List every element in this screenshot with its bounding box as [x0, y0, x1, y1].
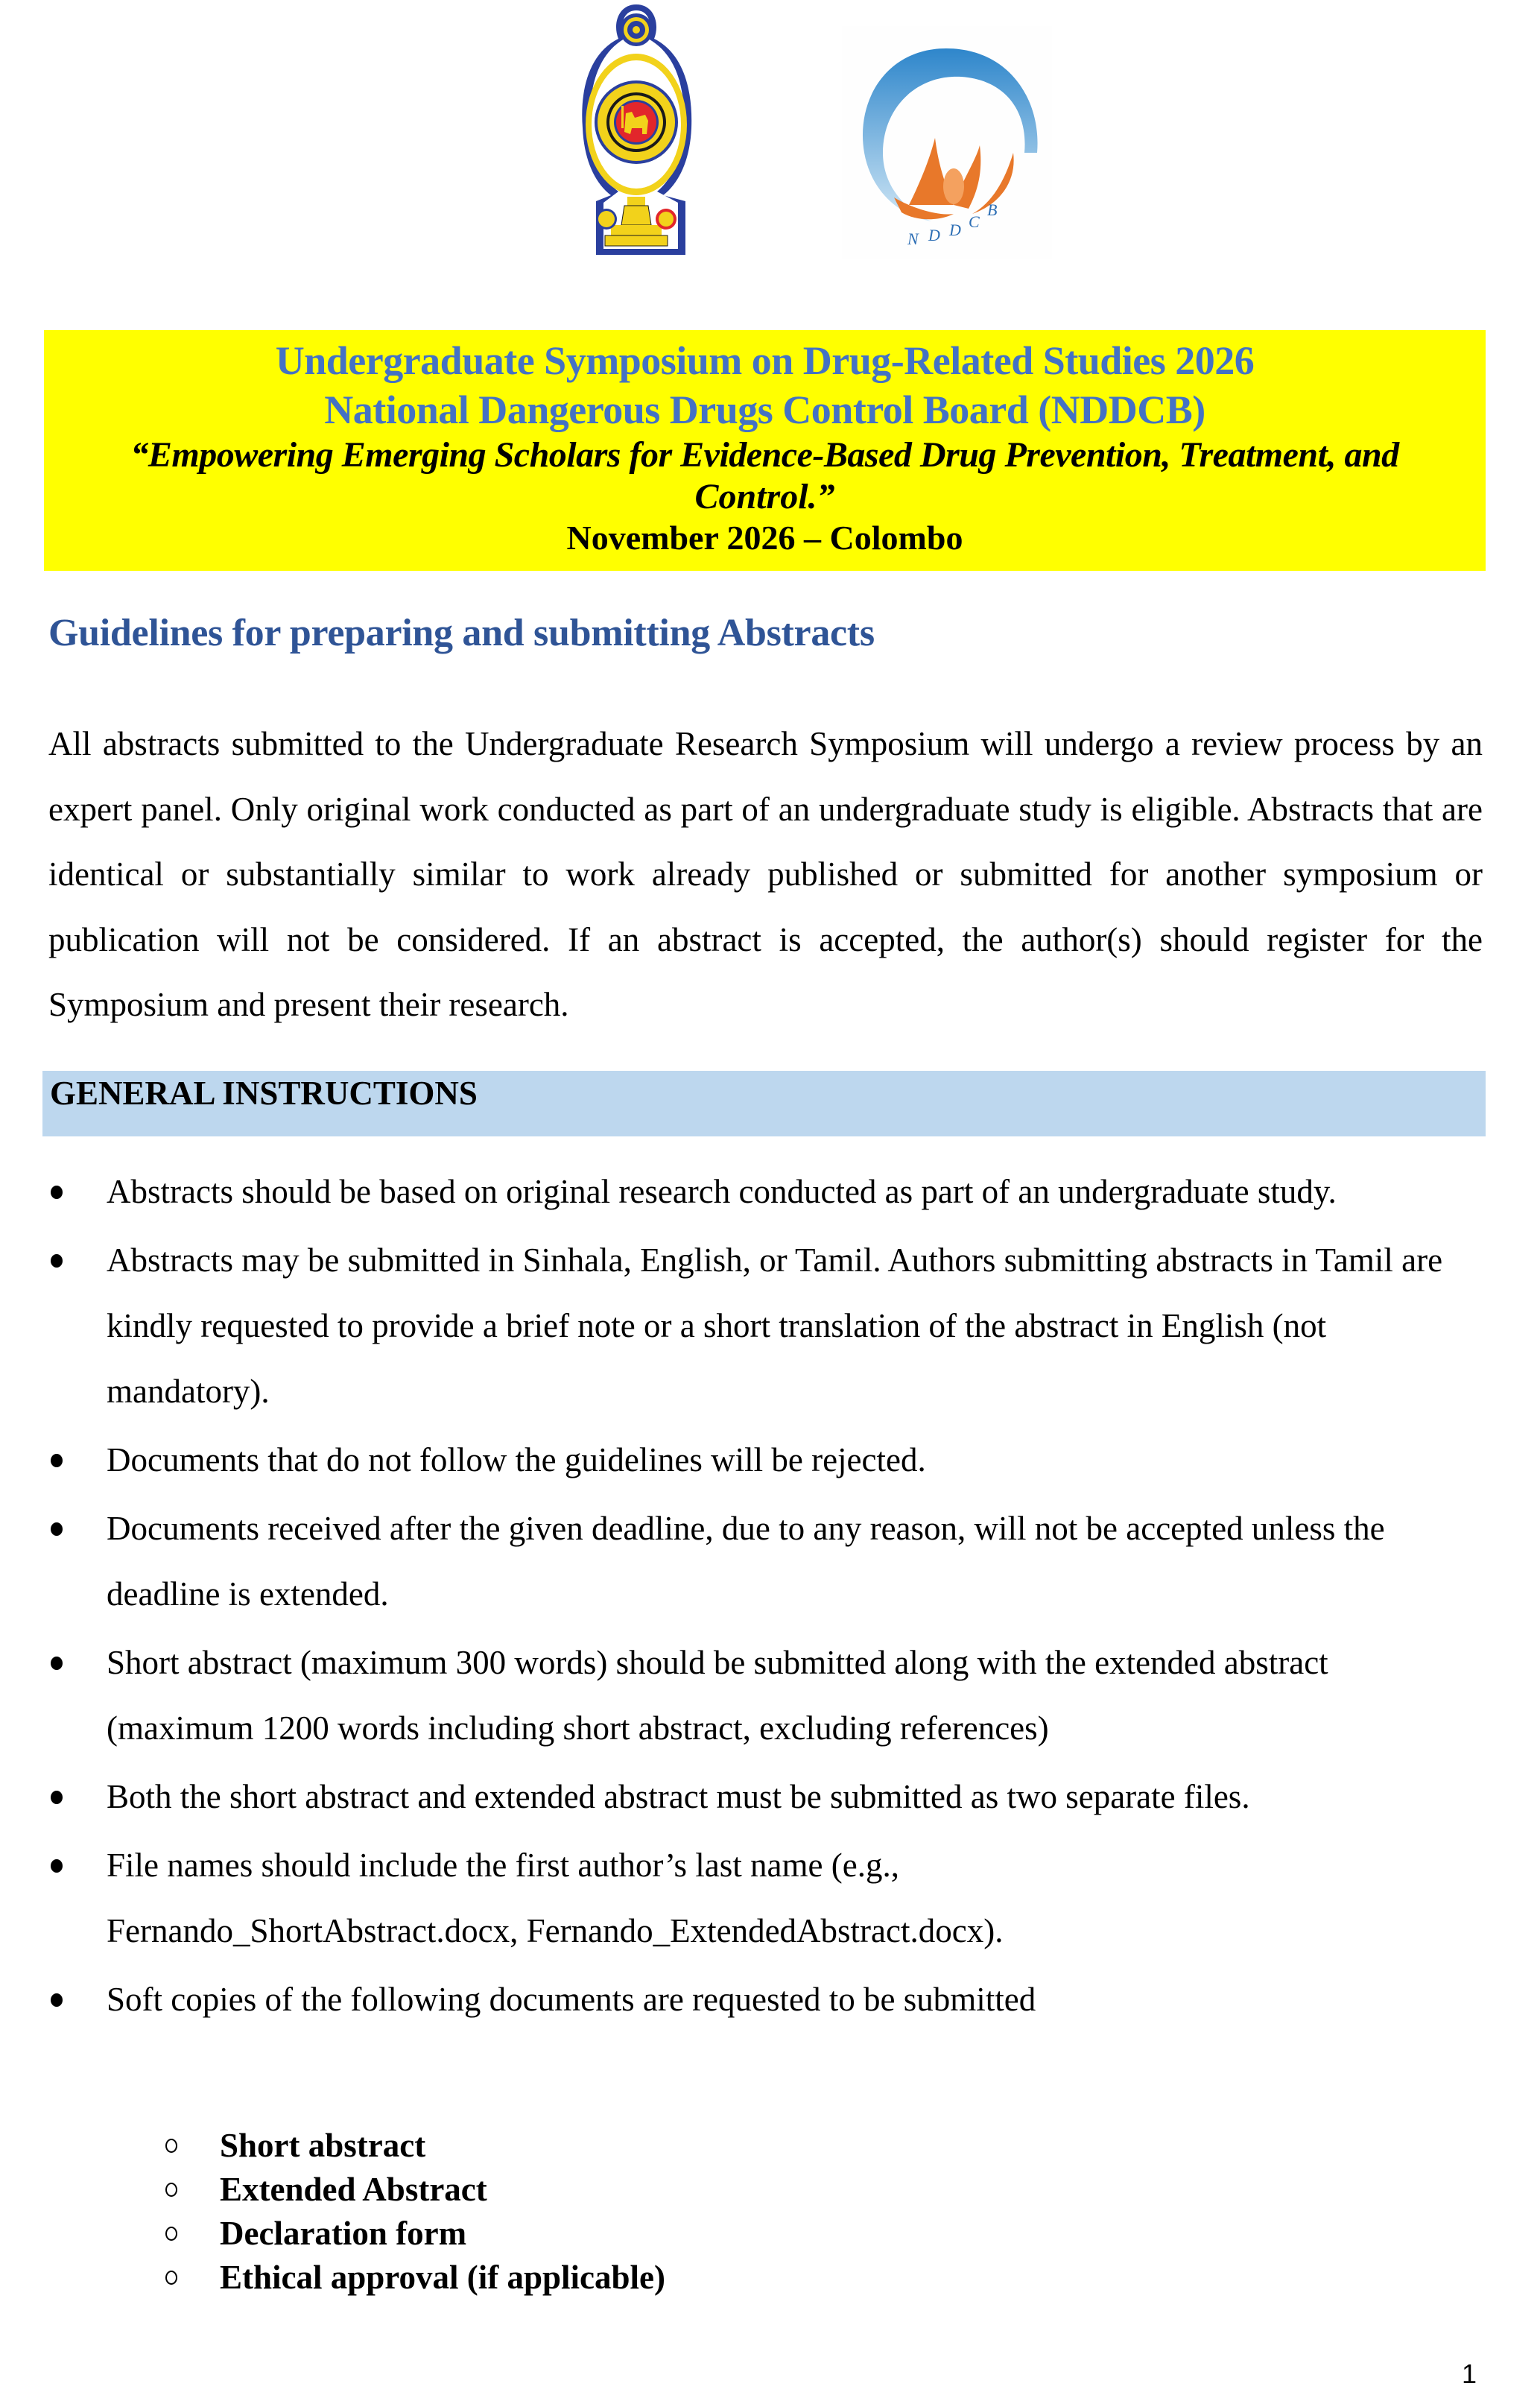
section-title: Guidelines for preparing and submitting Abstracts — [48, 612, 875, 654]
list-item: Extended Abstract — [164, 2168, 665, 2212]
symposium-banner — [44, 330, 1486, 571]
emblem-icon — [574, 1, 699, 266]
bullet-icon — [51, 1254, 63, 1268]
nddcb-emblem-icon — [842, 26, 1052, 259]
bullet-icon — [51, 1791, 63, 1804]
intro-paragraph: All abstracts submitted to the Undergraduate Research Symposium will undergo a review process by an expert panel. Only original work conducted as part of an undergraduate study is eligible. Abstracts that are identical or substantially similar to work already published or submitted for another symposium or publication will not be considered. If an abstract is accepted, the author(s) should register for the Symposium and present their research. — [48, 725, 1483, 1023]
list-item: Documents received after the given deadline, due to any reason, will not be accepted unless the deadline is extended. — [45, 1496, 1440, 1627]
list-item: Documents that do not follow the guidelines will be rejected. — [45, 1427, 1483, 1493]
required-documents-list — [164, 2124, 665, 2300]
banner-title-line2: National Dangerous Drugs Control Board (NDDCB) — [324, 387, 1205, 432]
list-item: File names should include the first author’s last name (e.g., Fernando_ShortAbstract.docx, Fernando_ExtendedAbstract.docx). — [45, 1832, 1075, 1964]
banner-theme-line2: Control.” — [694, 477, 835, 516]
sri-lanka-emblem-logo — [574, 1, 699, 266]
page-number: 1 — [1462, 2359, 1477, 2389]
list-item: Ethical approval (if applicable) — [164, 2256, 665, 2300]
bullet-icon — [51, 1993, 63, 2007]
hollow-bullet-icon — [165, 2227, 177, 2241]
bullet-icon — [51, 1454, 63, 1467]
svg-text:C: C — [969, 212, 980, 231]
list-item: Abstracts may be submitted in Sinhala, English, or Tamil. Authors submitting abstracts in Tamil are kindly requested to provide a brief note or a short translation of the abstract in English (not mandatory). — [45, 1227, 1483, 1424]
hollow-bullet-icon — [165, 2183, 177, 2197]
svg-text:B: B — [987, 200, 998, 219]
list-item: Abstracts should be based on original research conducted as part of an undergraduate study. — [45, 1159, 1440, 1224]
list-item: Soft copies of the following documents are requested to be submitted — [45, 1967, 1483, 2032]
bullet-icon — [51, 1522, 63, 1536]
general-instructions-band — [42, 1071, 1486, 1136]
list-item: Short abstract — [164, 2124, 665, 2168]
instructions-list — [45, 1159, 1483, 2035]
list-item: Short abstract (maximum 300 words) should be submitted along with the extended abstract (maximum 1200 words including short abstract, excluding references) — [45, 1630, 1448, 1761]
list-item: Both the short abstract and extended abstract must be submitted as two separate files. — [45, 1764, 1483, 1829]
svg-text:D: D — [949, 221, 961, 239]
banner-title-line1: Undergraduate Symposium on Drug-Related Studies 2026 — [275, 338, 1255, 383]
bullet-icon — [51, 1657, 63, 1670]
svg-text:N: N — [907, 230, 919, 248]
hollow-bullet-icon — [165, 2139, 177, 2153]
banner-theme-line1: “Empowering Emerging Scholars for Evidence-Based Drug Prevention, Treatment, and — [130, 435, 1399, 475]
nddcb-logo — [842, 26, 1052, 259]
bullet-icon — [51, 1186, 63, 1199]
general-instructions-heading: GENERAL INSTRUCTIONS — [50, 1075, 478, 1112]
list-item: Declaration form — [164, 2212, 665, 2256]
bullet-icon — [51, 1859, 63, 1873]
hollow-bullet-icon — [165, 2271, 177, 2285]
svg-text:D: D — [928, 226, 940, 244]
banner-date-place: November 2026 – Colombo — [566, 519, 963, 557]
